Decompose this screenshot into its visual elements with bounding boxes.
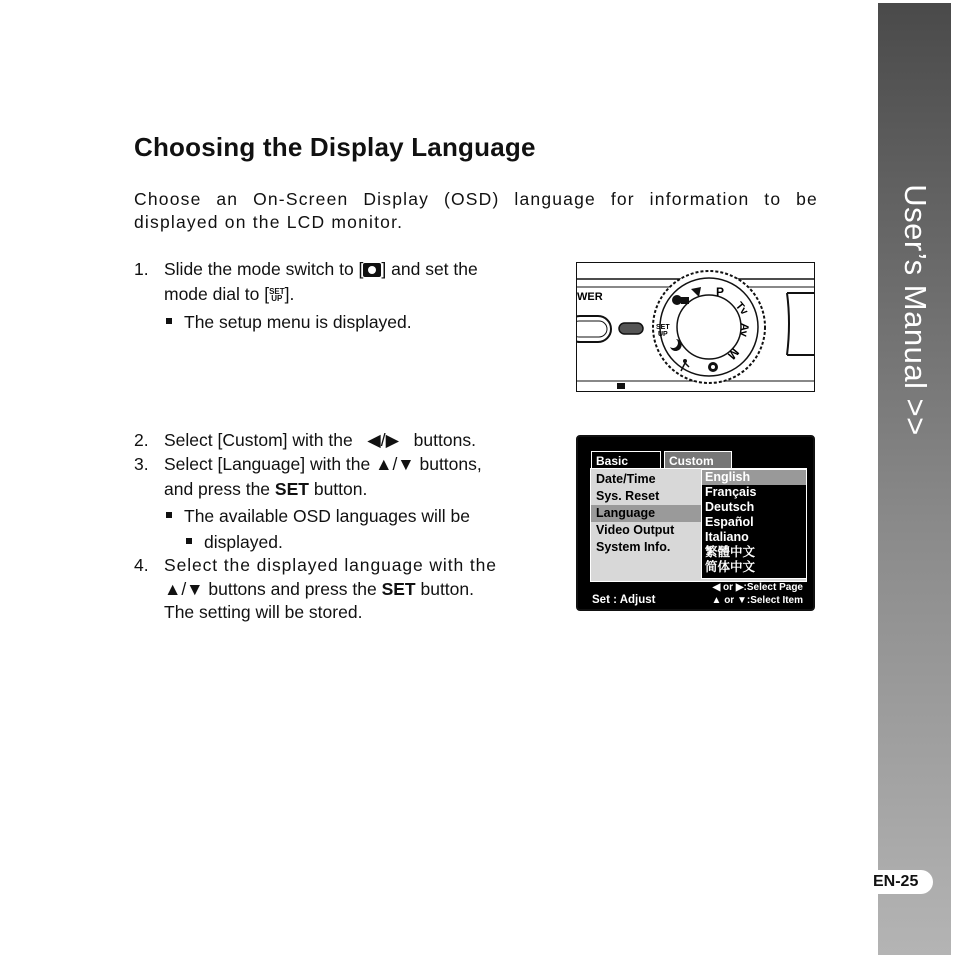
dial-letter-tv: Tv bbox=[732, 299, 751, 318]
language-option[interactable]: English bbox=[702, 470, 806, 485]
intro-paragraph: Choose an On-Screen Display (OSD) language for information to be displayed on the LCD monitor. bbox=[134, 189, 818, 232]
sidebar-band bbox=[878, 3, 951, 955]
step-1-bullet: The setup menu is displayed. bbox=[166, 309, 412, 335]
step-3-line-2: and press the SET button. bbox=[164, 479, 368, 499]
page-number: EN-25 bbox=[867, 870, 933, 894]
menu-item-system-info[interactable]: System Info. bbox=[596, 540, 671, 554]
step-4-line-1: 4. Select the displayed language with the bbox=[134, 555, 497, 575]
dial-letter-av: Av bbox=[737, 322, 751, 338]
language-option[interactable]: Español bbox=[705, 515, 754, 529]
step-3-bullet-2: displayed. bbox=[186, 529, 283, 555]
language-list bbox=[701, 469, 807, 579]
lcd-screen bbox=[589, 448, 805, 606]
footer-set-adjust: Set : Adjust bbox=[592, 594, 656, 606]
menu-item-sys-reset[interactable]: Sys. Reset bbox=[596, 489, 660, 503]
menu-item-date-time[interactable]: Date/Time bbox=[596, 472, 656, 486]
camera-icon bbox=[363, 263, 381, 277]
mode-dial-figure bbox=[576, 262, 815, 392]
dial-setup-bottom: UP bbox=[658, 331, 668, 338]
step-2: 2. Select [Custom] with the ◀/▶ buttons. bbox=[134, 430, 476, 450]
language-option[interactable]: 繁體中文 bbox=[705, 545, 756, 559]
tab-basic[interactable]: Basic bbox=[591, 451, 661, 469]
menu-item-language[interactable]: Language bbox=[591, 505, 701, 522]
dial-letter-m: M bbox=[724, 345, 742, 363]
step-3-bullet-1: The available OSD languages will be bbox=[166, 503, 470, 529]
menu-panel bbox=[590, 468, 807, 582]
sidebar-title: User’s Manual >> bbox=[898, 184, 933, 436]
lcd-screen-figure bbox=[576, 435, 815, 611]
left-right-arrows-icon: ◀/▶ bbox=[367, 430, 400, 450]
footer-hint-page: ◀ or ▶:Select Page bbox=[712, 582, 803, 593]
step-1-line-2: mode dial to [SET UP ]. bbox=[164, 284, 295, 304]
playback-mode-icon bbox=[708, 362, 718, 372]
step-4-line-3: The setting will be stored. bbox=[164, 602, 363, 622]
step-4-line-2: ▲/▼ buttons and press the SET button. bbox=[164, 579, 475, 599]
menu-list bbox=[591, 471, 701, 556]
page-title: Choosing the Display Language bbox=[134, 132, 536, 162]
language-option[interactable]: Italiano bbox=[705, 530, 749, 544]
step-3-line-1: 3. Select [Language] with the ▲/▼ buttons, bbox=[134, 454, 482, 474]
language-option[interactable]: 简体中文 bbox=[705, 560, 756, 574]
step-1-line-1: 1. Slide the mode switch to [ ] and set the bbox=[134, 259, 478, 279]
power-label: WER bbox=[577, 291, 603, 303]
mode-dial-illustration bbox=[577, 263, 815, 392]
footer-hint-item: ▲ or ▼:Select Item bbox=[711, 595, 803, 606]
language-option[interactable]: Français bbox=[705, 485, 757, 499]
menu-item-video-output[interactable]: Video Output bbox=[596, 523, 675, 537]
setup-icon: SET UP bbox=[269, 287, 285, 304]
dial-letter-p: P bbox=[716, 285, 725, 299]
tab-custom[interactable]: Custom bbox=[664, 451, 732, 469]
dial-setup-top: SET bbox=[656, 324, 670, 331]
language-option[interactable]: Deutsch bbox=[705, 500, 755, 514]
